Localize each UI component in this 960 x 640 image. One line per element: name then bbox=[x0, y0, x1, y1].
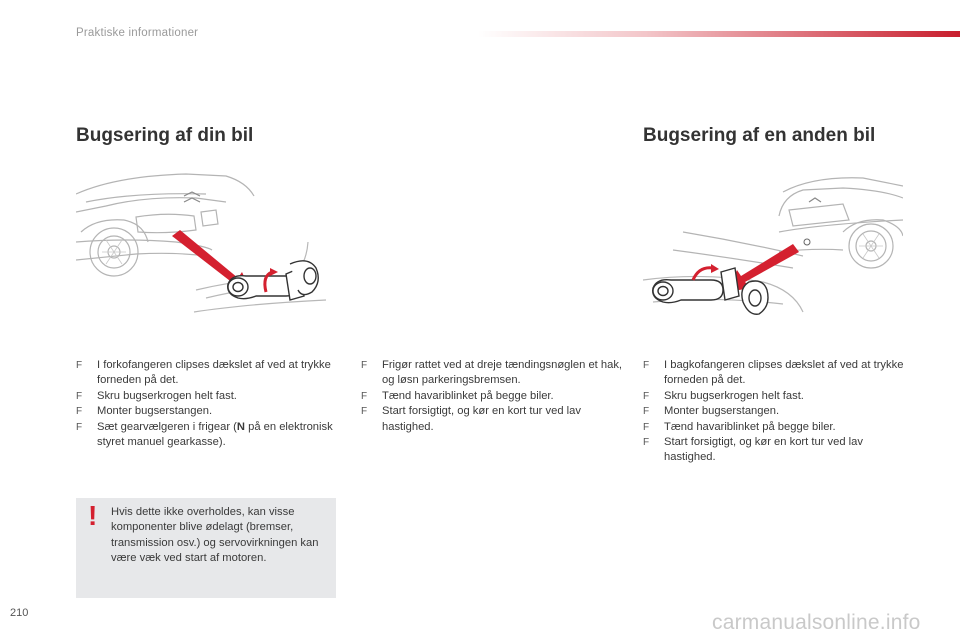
page-number: 210 bbox=[10, 607, 29, 619]
right-steps-list bbox=[643, 358, 905, 466]
gear-letter: N bbox=[236, 420, 245, 433]
bullet-icon: F bbox=[76, 390, 83, 402]
warning-box bbox=[76, 498, 336, 598]
list-item: F Frigør rattet ved at dreje tændingsnøglen et hak, og løsn parkeringsbremsen. bbox=[361, 359, 623, 387]
bullet-icon: F bbox=[76, 360, 83, 371]
list-item: F Monter bugserstangen. bbox=[76, 404, 336, 419]
list-item: F I forkofangeren clipses dækslet af ved at trykke forneden på det. bbox=[76, 359, 331, 387]
left-steps-list bbox=[76, 358, 336, 450]
list-item: F Monter bugserstangen. bbox=[643, 404, 905, 419]
bullet-icon: F bbox=[361, 390, 368, 402]
bullet-icon: F bbox=[643, 390, 650, 402]
list-item: F Skru bugserkrogen helt fast. bbox=[643, 389, 905, 404]
bullet-icon: F bbox=[361, 406, 368, 418]
front-tow-hook-illustration bbox=[76, 172, 336, 322]
list-item: F I bagkofangeren clipses dækslet af ved at trykke forneden på det. bbox=[643, 359, 904, 387]
section-header: Praktiske informationer bbox=[76, 27, 199, 39]
list-item: F Tænd havariblinket på begge biler. bbox=[643, 420, 905, 435]
watermark: carmanualsonline.info bbox=[712, 611, 921, 634]
rear-tow-hook-illustration bbox=[643, 172, 903, 322]
header-accent-bar bbox=[478, 31, 960, 37]
exclamation-icon: ! bbox=[88, 500, 98, 531]
bullet-icon: F bbox=[643, 360, 650, 371]
left-section-title: Bugsering af din bil bbox=[76, 125, 254, 146]
list-item: F Tænd havariblinket på begge biler. bbox=[361, 389, 623, 404]
middle-steps-list bbox=[361, 358, 623, 435]
right-section-title: Bugsering af en anden bil bbox=[643, 125, 876, 146]
bullet-icon: F bbox=[643, 421, 650, 433]
bullet-icon: F bbox=[643, 437, 650, 449]
bullet-icon: F bbox=[76, 421, 83, 433]
bullet-icon: F bbox=[76, 406, 83, 418]
list-item: F Start forsigtigt, og kør en kort tur ved lav hastighed. bbox=[643, 436, 863, 464]
list-item: F Sæt gearvælgeren i frigear (N på en elektronisk styret manuel gearkasse). bbox=[76, 420, 333, 449]
bullet-icon: F bbox=[361, 360, 368, 371]
list-item: F Skru bugserkrogen helt fast. bbox=[76, 389, 336, 404]
list-item: F Start forsigtigt, og kør en kort tur ved lav hastighed. bbox=[361, 405, 581, 433]
bullet-icon: F bbox=[643, 406, 650, 418]
warning-text: Hvis dette ikke overholdes, kan visse komponenter blive ødelagt (bremser, transmission osv.) og servovirkningen kan være væk ved start af motoren. bbox=[111, 506, 319, 565]
